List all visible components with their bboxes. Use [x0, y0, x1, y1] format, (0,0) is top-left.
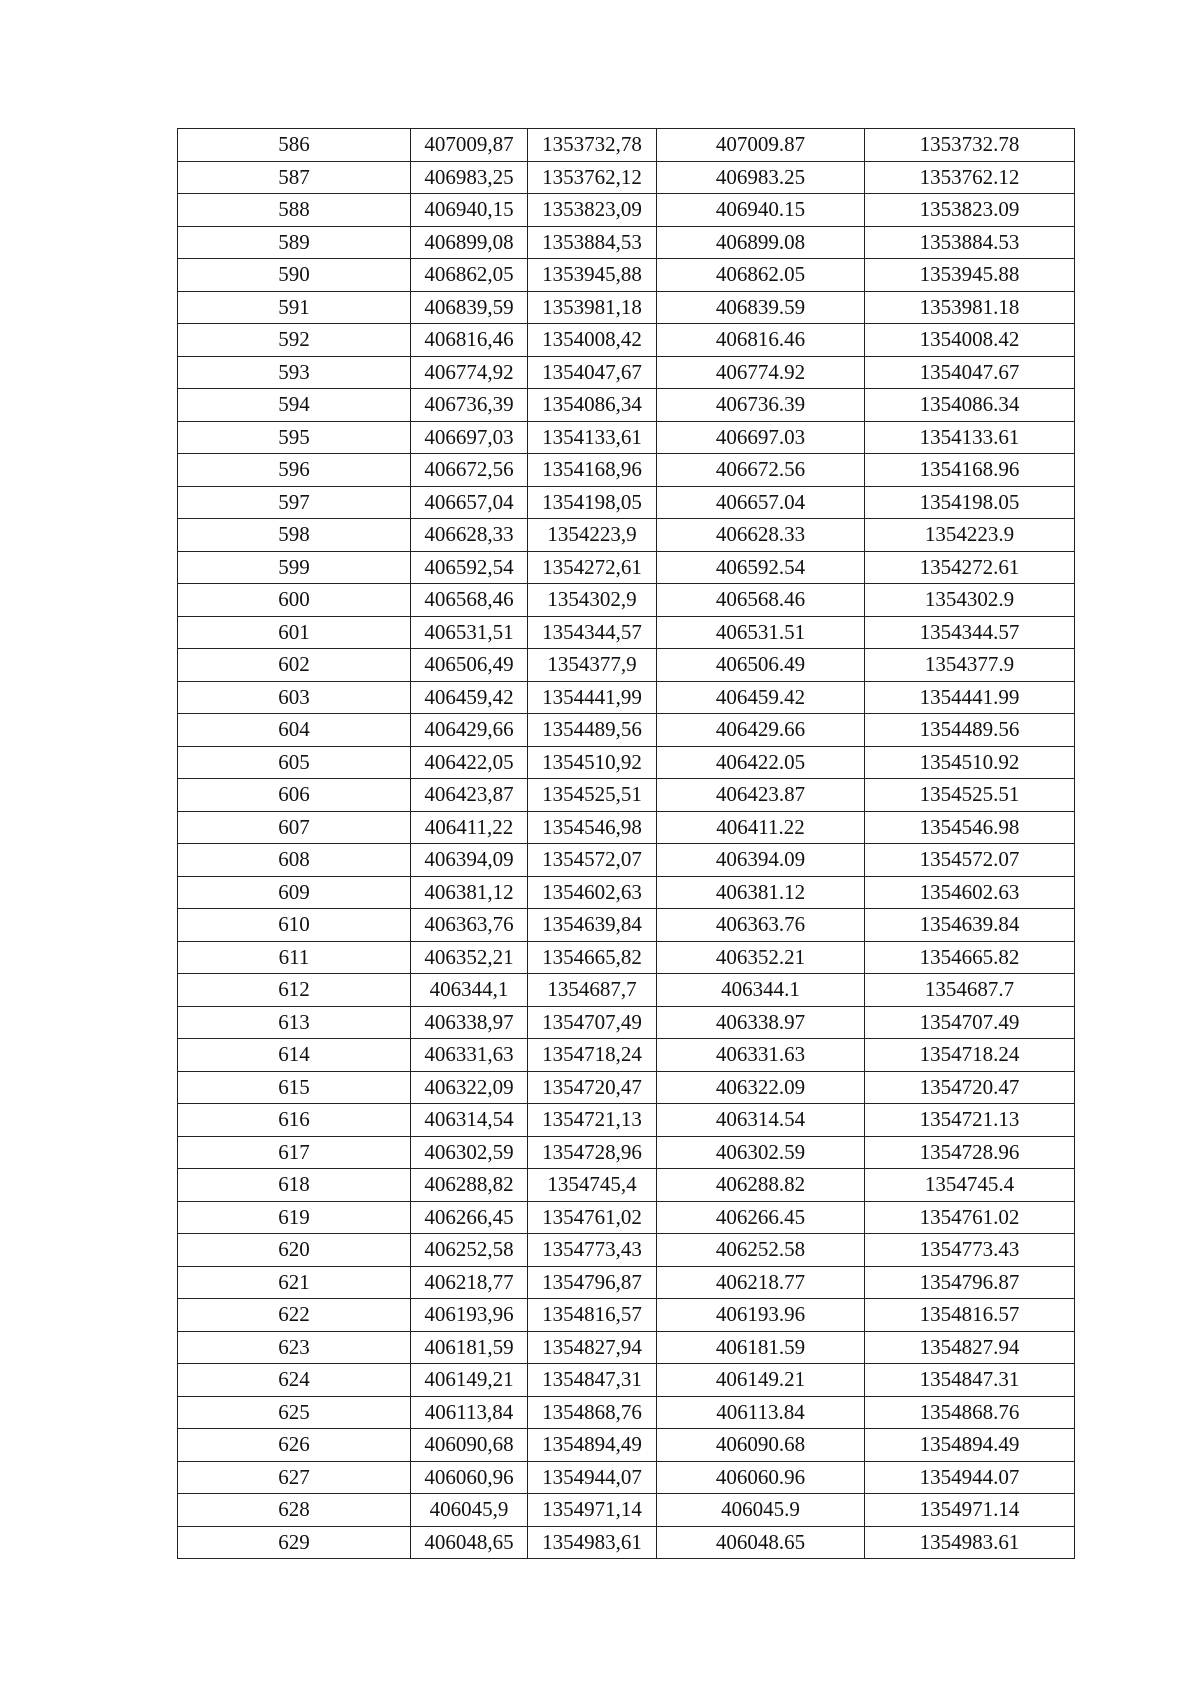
y-dot-cell: 1354602.63	[865, 876, 1075, 909]
table-row	[178, 584, 1075, 617]
point-number-cell: 612	[178, 974, 411, 1007]
x-dot-cell: 406322.09	[657, 1071, 865, 1104]
x-comma-cell: 407009,87	[411, 129, 528, 162]
y-dot-cell: 1354572.07	[865, 844, 1075, 877]
table-row	[178, 161, 1075, 194]
y-comma-cell: 1354894,49	[528, 1429, 657, 1462]
table-row	[178, 746, 1075, 779]
y-dot-cell: 1354728.96	[865, 1136, 1075, 1169]
x-comma-cell: 406899,08	[411, 226, 528, 259]
y-comma-cell: 1353884,53	[528, 226, 657, 259]
y-dot-cell: 1353945.88	[865, 259, 1075, 292]
x-dot-cell: 406899.08	[657, 226, 865, 259]
y-comma-cell: 1354721,13	[528, 1104, 657, 1137]
y-comma-cell: 1354816,57	[528, 1299, 657, 1332]
x-comma-cell: 406568,46	[411, 584, 528, 617]
y-dot-cell: 1354745.4	[865, 1169, 1075, 1202]
x-dot-cell: 406181.59	[657, 1331, 865, 1364]
y-dot-cell: 1354796.87	[865, 1266, 1075, 1299]
point-number-cell: 590	[178, 259, 411, 292]
y-dot-cell: 1354008.42	[865, 324, 1075, 357]
x-dot-cell: 406672.56	[657, 454, 865, 487]
x-comma-cell: 406531,51	[411, 616, 528, 649]
x-dot-cell: 406113.84	[657, 1396, 865, 1429]
x-comma-cell: 406363,76	[411, 909, 528, 942]
table-row	[178, 356, 1075, 389]
y-comma-cell: 1354796,87	[528, 1266, 657, 1299]
table-row	[178, 1169, 1075, 1202]
x-comma-cell: 406423,87	[411, 779, 528, 812]
y-dot-cell: 1354894.49	[865, 1429, 1075, 1462]
point-number-cell: 601	[178, 616, 411, 649]
point-number-cell: 615	[178, 1071, 411, 1104]
y-dot-cell: 1354827.94	[865, 1331, 1075, 1364]
y-comma-cell: 1354047,67	[528, 356, 657, 389]
y-comma-cell: 1354344,57	[528, 616, 657, 649]
table-row	[178, 454, 1075, 487]
point-number-cell: 613	[178, 1006, 411, 1039]
x-comma-cell: 406331,63	[411, 1039, 528, 1072]
table-row	[178, 1461, 1075, 1494]
x-comma-cell: 406940,15	[411, 194, 528, 227]
y-comma-cell: 1354223,9	[528, 519, 657, 552]
x-dot-cell: 406628.33	[657, 519, 865, 552]
point-number-cell: 586	[178, 129, 411, 162]
y-comma-cell: 1354847,31	[528, 1364, 657, 1397]
x-dot-cell: 406381.12	[657, 876, 865, 909]
point-number-cell: 600	[178, 584, 411, 617]
x-comma-cell: 406113,84	[411, 1396, 528, 1429]
y-dot-cell: 1354720.47	[865, 1071, 1075, 1104]
y-comma-cell: 1354602,63	[528, 876, 657, 909]
table-row	[178, 1331, 1075, 1364]
y-comma-cell: 1354377,9	[528, 649, 657, 682]
y-comma-cell: 1353945,88	[528, 259, 657, 292]
x-dot-cell: 406940.15	[657, 194, 865, 227]
x-dot-cell: 407009.87	[657, 129, 865, 162]
x-dot-cell: 406459.42	[657, 681, 865, 714]
point-number-cell: 592	[178, 324, 411, 357]
y-comma-cell: 1354572,07	[528, 844, 657, 877]
y-dot-cell: 1354272.61	[865, 551, 1075, 584]
point-number-cell: 622	[178, 1299, 411, 1332]
table-row	[178, 649, 1075, 682]
coordinates-table-body	[178, 129, 1075, 1559]
table-row	[178, 421, 1075, 454]
y-dot-cell: 1354198.05	[865, 486, 1075, 519]
point-number-cell: 627	[178, 1461, 411, 1494]
table-row	[178, 941, 1075, 974]
x-comma-cell: 406090,68	[411, 1429, 528, 1462]
y-dot-cell: 1354086.34	[865, 389, 1075, 422]
x-comma-cell: 406506,49	[411, 649, 528, 682]
point-number-cell: 608	[178, 844, 411, 877]
y-comma-cell: 1354773,43	[528, 1234, 657, 1267]
y-comma-cell: 1354983,61	[528, 1526, 657, 1559]
table-row	[178, 389, 1075, 422]
table-row	[178, 551, 1075, 584]
y-dot-cell: 1354168.96	[865, 454, 1075, 487]
x-dot-cell: 406314.54	[657, 1104, 865, 1137]
point-number-cell: 607	[178, 811, 411, 844]
x-dot-cell: 406862.05	[657, 259, 865, 292]
x-comma-cell: 406322,09	[411, 1071, 528, 1104]
x-dot-cell: 406331.63	[657, 1039, 865, 1072]
point-number-cell: 624	[178, 1364, 411, 1397]
y-comma-cell: 1354272,61	[528, 551, 657, 584]
table-row	[178, 519, 1075, 552]
x-dot-cell: 406193.96	[657, 1299, 865, 1332]
x-dot-cell: 406506.49	[657, 649, 865, 682]
y-dot-cell: 1354707.49	[865, 1006, 1075, 1039]
x-comma-cell: 406266,45	[411, 1201, 528, 1234]
table-row	[178, 844, 1075, 877]
x-dot-cell: 406218.77	[657, 1266, 865, 1299]
table-row	[178, 324, 1075, 357]
x-comma-cell: 406381,12	[411, 876, 528, 909]
table-row	[178, 1071, 1075, 1104]
x-dot-cell: 406839.59	[657, 291, 865, 324]
point-number-cell: 602	[178, 649, 411, 682]
y-dot-cell: 1354665.82	[865, 941, 1075, 974]
point-number-cell: 626	[178, 1429, 411, 1462]
x-comma-cell: 406252,58	[411, 1234, 528, 1267]
table-row	[178, 1266, 1075, 1299]
y-dot-cell: 1354983.61	[865, 1526, 1075, 1559]
table-row	[178, 1364, 1075, 1397]
x-comma-cell: 406314,54	[411, 1104, 528, 1137]
x-comma-cell: 406149,21	[411, 1364, 528, 1397]
x-dot-cell: 406048.65	[657, 1526, 865, 1559]
x-dot-cell: 406149.21	[657, 1364, 865, 1397]
y-dot-cell: 1354639.84	[865, 909, 1075, 942]
y-dot-cell: 1354441.99	[865, 681, 1075, 714]
x-comma-cell: 406181,59	[411, 1331, 528, 1364]
point-number-cell: 610	[178, 909, 411, 942]
x-comma-cell: 406736,39	[411, 389, 528, 422]
x-dot-cell: 406816.46	[657, 324, 865, 357]
x-comma-cell: 406048,65	[411, 1526, 528, 1559]
x-comma-cell: 406628,33	[411, 519, 528, 552]
x-comma-cell: 406697,03	[411, 421, 528, 454]
y-dot-cell: 1354133.61	[865, 421, 1075, 454]
x-comma-cell: 406338,97	[411, 1006, 528, 1039]
y-dot-cell: 1354344.57	[865, 616, 1075, 649]
y-comma-cell: 1354441,99	[528, 681, 657, 714]
table-row	[178, 1396, 1075, 1429]
y-comma-cell: 1354525,51	[528, 779, 657, 812]
y-comma-cell: 1354489,56	[528, 714, 657, 747]
point-number-cell: 605	[178, 746, 411, 779]
y-dot-cell: 1353823.09	[865, 194, 1075, 227]
y-comma-cell: 1354728,96	[528, 1136, 657, 1169]
x-dot-cell: 406411.22	[657, 811, 865, 844]
x-comma-cell: 406302,59	[411, 1136, 528, 1169]
table-row	[178, 129, 1075, 162]
y-dot-cell: 1354971.14	[865, 1494, 1075, 1527]
point-number-cell: 599	[178, 551, 411, 584]
y-comma-cell: 1354761,02	[528, 1201, 657, 1234]
y-dot-cell: 1354525.51	[865, 779, 1075, 812]
y-dot-cell: 1354546.98	[865, 811, 1075, 844]
y-comma-cell: 1353981,18	[528, 291, 657, 324]
x-dot-cell: 406423.87	[657, 779, 865, 812]
y-dot-cell: 1354489.56	[865, 714, 1075, 747]
y-comma-cell: 1354086,34	[528, 389, 657, 422]
point-number-cell: 629	[178, 1526, 411, 1559]
table-row	[178, 714, 1075, 747]
point-number-cell: 616	[178, 1104, 411, 1137]
x-dot-cell: 406774.92	[657, 356, 865, 389]
y-comma-cell: 1354827,94	[528, 1331, 657, 1364]
x-dot-cell: 406983.25	[657, 161, 865, 194]
table-row	[178, 1006, 1075, 1039]
x-comma-cell: 406411,22	[411, 811, 528, 844]
table-row	[178, 259, 1075, 292]
x-comma-cell: 406344,1	[411, 974, 528, 1007]
coordinates-table	[177, 128, 1075, 1559]
x-dot-cell: 406344.1	[657, 974, 865, 1007]
y-dot-cell: 1354718.24	[865, 1039, 1075, 1072]
y-dot-cell: 1354721.13	[865, 1104, 1075, 1137]
point-number-cell: 604	[178, 714, 411, 747]
point-number-cell: 617	[178, 1136, 411, 1169]
point-number-cell: 621	[178, 1266, 411, 1299]
point-number-cell: 595	[178, 421, 411, 454]
point-number-cell: 614	[178, 1039, 411, 1072]
x-dot-cell: 406657.04	[657, 486, 865, 519]
y-comma-cell: 1354971,14	[528, 1494, 657, 1527]
x-dot-cell: 406697.03	[657, 421, 865, 454]
table-row	[178, 909, 1075, 942]
table-row	[178, 291, 1075, 324]
x-comma-cell: 406352,21	[411, 941, 528, 974]
point-number-cell: 593	[178, 356, 411, 389]
y-dot-cell: 1354847.31	[865, 1364, 1075, 1397]
point-number-cell: 596	[178, 454, 411, 487]
point-number-cell: 587	[178, 161, 411, 194]
y-dot-cell: 1354773.43	[865, 1234, 1075, 1267]
y-dot-cell: 1354687.7	[865, 974, 1075, 1007]
x-comma-cell: 406394,09	[411, 844, 528, 877]
y-comma-cell: 1354665,82	[528, 941, 657, 974]
x-dot-cell: 406252.58	[657, 1234, 865, 1267]
point-number-cell: 598	[178, 519, 411, 552]
x-dot-cell: 406045.9	[657, 1494, 865, 1527]
y-comma-cell: 1354546,98	[528, 811, 657, 844]
y-comma-cell: 1354720,47	[528, 1071, 657, 1104]
x-dot-cell: 406736.39	[657, 389, 865, 422]
x-comma-cell: 406459,42	[411, 681, 528, 714]
x-comma-cell: 406592,54	[411, 551, 528, 584]
x-comma-cell: 406218,77	[411, 1266, 528, 1299]
table-row	[178, 194, 1075, 227]
y-comma-cell: 1354168,96	[528, 454, 657, 487]
x-dot-cell: 406090.68	[657, 1429, 865, 1462]
table-row	[178, 876, 1075, 909]
x-comma-cell: 406045,9	[411, 1494, 528, 1527]
table-row	[178, 226, 1075, 259]
point-number-cell: 609	[178, 876, 411, 909]
point-number-cell: 623	[178, 1331, 411, 1364]
y-comma-cell: 1354510,92	[528, 746, 657, 779]
x-dot-cell: 406266.45	[657, 1201, 865, 1234]
x-comma-cell: 406429,66	[411, 714, 528, 747]
y-comma-cell: 1353823,09	[528, 194, 657, 227]
y-dot-cell: 1354761.02	[865, 1201, 1075, 1234]
y-dot-cell: 1353762.12	[865, 161, 1075, 194]
table-row	[178, 616, 1075, 649]
point-number-cell: 620	[178, 1234, 411, 1267]
x-dot-cell: 406363.76	[657, 909, 865, 942]
point-number-cell: 603	[178, 681, 411, 714]
y-comma-cell: 1354944,07	[528, 1461, 657, 1494]
point-number-cell: 611	[178, 941, 411, 974]
x-dot-cell: 406592.54	[657, 551, 865, 584]
table-row	[178, 974, 1075, 1007]
point-number-cell: 628	[178, 1494, 411, 1527]
x-comma-cell: 406983,25	[411, 161, 528, 194]
y-comma-cell: 1354133,61	[528, 421, 657, 454]
table-row	[178, 1494, 1075, 1527]
y-dot-cell: 1353884.53	[865, 226, 1075, 259]
x-comma-cell: 406672,56	[411, 454, 528, 487]
x-comma-cell: 406839,59	[411, 291, 528, 324]
x-comma-cell: 406774,92	[411, 356, 528, 389]
x-dot-cell: 406422.05	[657, 746, 865, 779]
y-dot-cell: 1354047.67	[865, 356, 1075, 389]
table-row	[178, 1526, 1075, 1559]
y-dot-cell: 1354223.9	[865, 519, 1075, 552]
point-number-cell: 619	[178, 1201, 411, 1234]
x-comma-cell: 406657,04	[411, 486, 528, 519]
x-dot-cell: 406568.46	[657, 584, 865, 617]
x-comma-cell: 406193,96	[411, 1299, 528, 1332]
x-comma-cell: 406288,82	[411, 1169, 528, 1202]
x-comma-cell: 406816,46	[411, 324, 528, 357]
point-number-cell: 597	[178, 486, 411, 519]
x-dot-cell: 406302.59	[657, 1136, 865, 1169]
y-comma-cell: 1354639,84	[528, 909, 657, 942]
x-dot-cell: 406338.97	[657, 1006, 865, 1039]
table-row	[178, 1104, 1075, 1137]
y-comma-cell: 1354008,42	[528, 324, 657, 357]
point-number-cell: 591	[178, 291, 411, 324]
table-row	[178, 1039, 1075, 1072]
x-dot-cell: 406288.82	[657, 1169, 865, 1202]
y-comma-cell: 1354745,4	[528, 1169, 657, 1202]
y-comma-cell: 1353732,78	[528, 129, 657, 162]
table-row	[178, 486, 1075, 519]
x-comma-cell: 406422,05	[411, 746, 528, 779]
y-dot-cell: 1354944.07	[865, 1461, 1075, 1494]
y-dot-cell: 1353732.78	[865, 129, 1075, 162]
y-dot-cell: 1354816.57	[865, 1299, 1075, 1332]
x-comma-cell: 406060,96	[411, 1461, 528, 1494]
table-row	[178, 811, 1075, 844]
table-row	[178, 1234, 1075, 1267]
y-dot-cell: 1354377.9	[865, 649, 1075, 682]
y-dot-cell: 1354302.9	[865, 584, 1075, 617]
y-comma-cell: 1354302,9	[528, 584, 657, 617]
y-dot-cell: 1354868.76	[865, 1396, 1075, 1429]
point-number-cell: 588	[178, 194, 411, 227]
x-dot-cell: 406531.51	[657, 616, 865, 649]
point-number-cell: 625	[178, 1396, 411, 1429]
x-dot-cell: 406060.96	[657, 1461, 865, 1494]
point-number-cell: 589	[178, 226, 411, 259]
point-number-cell: 594	[178, 389, 411, 422]
point-number-cell: 618	[178, 1169, 411, 1202]
point-number-cell: 606	[178, 779, 411, 812]
x-comma-cell: 406862,05	[411, 259, 528, 292]
y-comma-cell: 1354687,7	[528, 974, 657, 1007]
y-comma-cell: 1354707,49	[528, 1006, 657, 1039]
y-comma-cell: 1353762,12	[528, 161, 657, 194]
table-row	[178, 1136, 1075, 1169]
table-row	[178, 681, 1075, 714]
y-dot-cell: 1353981.18	[865, 291, 1075, 324]
y-comma-cell: 1354198,05	[528, 486, 657, 519]
y-comma-cell: 1354718,24	[528, 1039, 657, 1072]
x-dot-cell: 406352.21	[657, 941, 865, 974]
table-row	[178, 1299, 1075, 1332]
y-comma-cell: 1354868,76	[528, 1396, 657, 1429]
x-dot-cell: 406394.09	[657, 844, 865, 877]
table-row	[178, 1429, 1075, 1462]
table-row	[178, 779, 1075, 812]
table-row	[178, 1201, 1075, 1234]
y-dot-cell: 1354510.92	[865, 746, 1075, 779]
x-dot-cell: 406429.66	[657, 714, 865, 747]
